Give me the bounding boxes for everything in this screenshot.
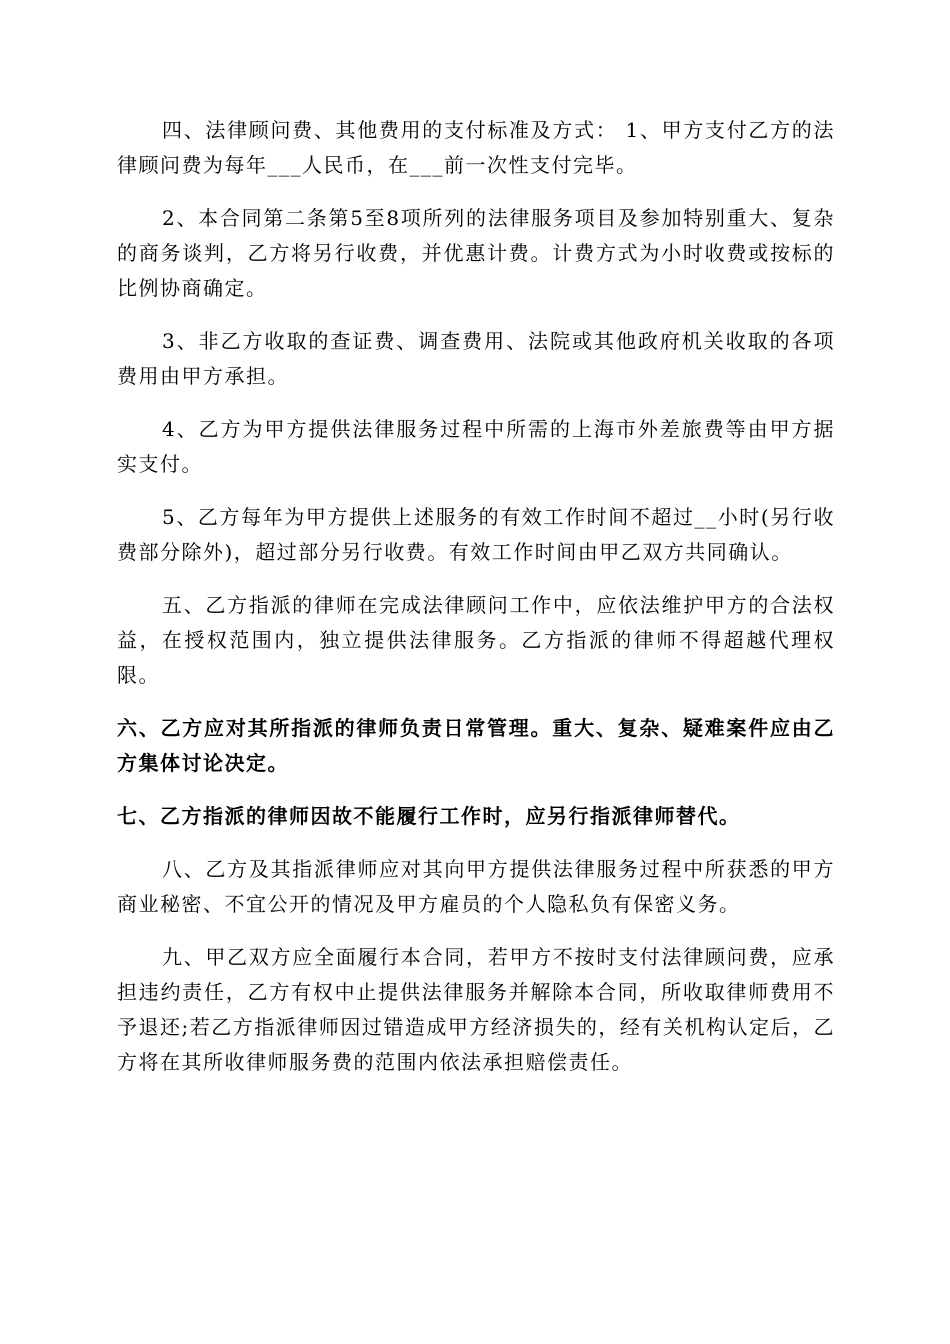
clause-4-item-2: 2、本合同第二条第5至8项所列的法律服务项目及参加特别重大、复杂的商务谈判，乙方将另行收费，并优惠计费。计费方式为小时收费或按标的比例协商确定。 xyxy=(117,206,835,300)
clause-4-item-5: 5、乙方每年为甲方提供上述服务的有效工作时间不超过__小时(另行收费部分除外)，超过部分另行收费。有效工作时间由甲乙双方共同确认。 xyxy=(117,505,835,564)
clause-6: 六、乙方应对其所指派的律师负责日常管理。重大、复杂、疑难案件应由乙方集体讨论决定。 xyxy=(117,716,835,775)
clause-4-item-4: 4、乙方为甲方提供法律服务过程中所需的上海市外差旅费等由甲方据实支付。 xyxy=(117,417,835,476)
clause-5: 五、乙方指派的律师在完成法律顾问工作中，应依法维护甲方的合法权益，在授权范围内，独立提供法律服务。乙方指派的律师不得超越代理权限。 xyxy=(117,593,835,687)
clause-7: 七、乙方指派的律师因故不能履行工作时，应另行指派律师替代。 xyxy=(117,804,741,828)
clause-8: 八、乙方及其指派律师应对其向甲方提供法律服务过程中所获悉的甲方商业秘密、不宜公开的情况及甲方雇员的个人隐私负有保密义务。 xyxy=(117,857,835,916)
clause-4-item-3: 3、非乙方收取的查证费、调查费用、法院或其他政府机关收取的各项费用由甲方承担。 xyxy=(117,329,835,388)
clause-4-payment-standards: 四、法律顾问费、其他费用的支付标准及方式： 1、甲方支付乙方的法律顾问费为每年___人民币，在___前一次性支付完毕。 xyxy=(117,118,835,177)
document-body xyxy=(117,113,835,1098)
clause-9: 九、甲乙双方应全面履行本合同，若甲方不按时支付法律顾问费，应承担违约责任，乙方有权中止提供法律服务并解除本合同，所收取律师费用不予退还;若乙方指派律师因过错造成甲方经济损失的，经有关机构认定后，乙方将在其所收律师服务费的范围内依法承担赔偿责任。 xyxy=(117,945,835,1074)
